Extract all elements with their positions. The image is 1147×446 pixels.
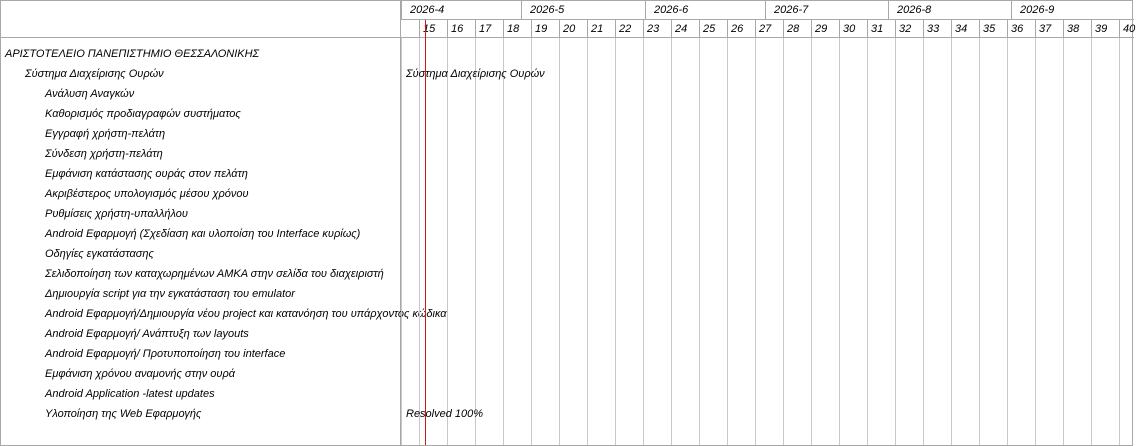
task-group-row[interactable]: Σύστημα Διαχείρισης Ουρών bbox=[25, 68, 164, 80]
task-row[interactable]: Android Εφαρμογή (Σχεδίαση και υλοποίση του Interface κυρίως) bbox=[45, 228, 361, 240]
week-grid-line bbox=[755, 38, 756, 445]
week-grid-line bbox=[811, 38, 812, 445]
week-grid-line bbox=[699, 38, 700, 445]
task-row[interactable]: Οδηγίες εγκατάστασης bbox=[45, 248, 154, 260]
week-grid-line bbox=[979, 38, 980, 445]
week-label: 27 bbox=[755, 20, 783, 38]
week-label: 23 bbox=[643, 20, 671, 38]
task-bar-label: Resolved 100% bbox=[406, 408, 484, 420]
week-grid-line bbox=[559, 38, 560, 445]
week-grid-line bbox=[923, 38, 924, 445]
week-label: 16 bbox=[447, 20, 475, 38]
week-grid-line bbox=[401, 38, 402, 445]
week-grid-line bbox=[447, 38, 448, 445]
timeline-pane bbox=[401, 1, 1134, 445]
week-grid-line bbox=[1007, 38, 1008, 445]
month-label: 2026-8 bbox=[888, 1, 1011, 20]
week-label: 37 bbox=[1035, 20, 1063, 38]
week-label: 28 bbox=[783, 20, 811, 38]
week-grid-line bbox=[671, 38, 672, 445]
task-row[interactable]: Εγγραφή χρήστη-πελάτη bbox=[45, 128, 166, 140]
month-label: 2026-5 bbox=[521, 1, 645, 20]
week-label: 32 bbox=[895, 20, 923, 38]
week-label: 33 bbox=[923, 20, 951, 38]
today-marker-line bbox=[425, 20, 426, 445]
week-label: 18 bbox=[503, 20, 531, 38]
week-grid-line bbox=[783, 38, 784, 445]
week-label: 19 bbox=[531, 20, 559, 38]
week-grid-line bbox=[615, 38, 616, 445]
week-grid-line bbox=[1035, 38, 1036, 445]
week-label: 25 bbox=[699, 20, 727, 38]
month-label: 2026-6 bbox=[645, 1, 765, 20]
timeline-grid bbox=[401, 38, 1134, 445]
week-grid-line bbox=[727, 38, 728, 445]
week-label: 39 bbox=[1091, 20, 1119, 38]
week-grid-line bbox=[1063, 38, 1064, 445]
task-list-header bbox=[1, 1, 401, 38]
week-label: 20 bbox=[559, 20, 587, 38]
week-grid-line bbox=[839, 38, 840, 445]
task-row[interactable]: Καθορισμός προδιαγραφών συστήματος bbox=[45, 108, 241, 120]
week-grid-line bbox=[475, 38, 476, 445]
task-row[interactable]: Σελιδοποίηση των καταχωρημένων ΑΜΚΑ στην σελίδα του διαχειριστή bbox=[45, 268, 384, 280]
task-row[interactable]: Ανάλυση Αναγκών bbox=[45, 88, 135, 100]
task-bar-label: Σύστημα Διαχείρισης Ουρών bbox=[406, 68, 545, 80]
week-grid-line bbox=[1119, 38, 1120, 445]
task-row[interactable]: Ακριβέστερος υπολογισμός μέσου χρόνου bbox=[45, 188, 249, 200]
task-row[interactable]: Εμφάνιση κατάστασης ουράς στον πελάτη bbox=[45, 168, 248, 180]
week-label: 29 bbox=[811, 20, 839, 38]
week-grid-line bbox=[895, 38, 896, 445]
week-grid-line bbox=[643, 38, 644, 445]
task-row[interactable]: Υλοποίηση της Web Εφαρμογής bbox=[45, 408, 202, 420]
week-label: 35 bbox=[979, 20, 1007, 38]
task-row[interactable]: Δημιουργία script για την εγκατάσταση του emulator bbox=[45, 288, 295, 300]
task-row[interactable]: Ρυθμίσεις χρήστη-υπαλλήλου bbox=[45, 208, 188, 220]
task-row[interactable]: Android Εφαρμογή/ Προτυποποίηση του interface bbox=[45, 348, 286, 360]
week-label: 40 bbox=[1119, 20, 1147, 38]
week-grid-line bbox=[587, 38, 588, 445]
task-row[interactable]: Android Εφαρμογή/Δημιουργία νέου project και κατανόηση του υπάρχοντος κώδικα bbox=[45, 308, 447, 320]
task-row[interactable]: Android Application -latest updates bbox=[45, 388, 215, 400]
month-label: 2026-9 bbox=[1011, 1, 1134, 20]
month-label: 2026-4 bbox=[401, 1, 521, 20]
month-label: 2026-7 bbox=[765, 1, 888, 20]
task-row[interactable]: Σύνδεση χρήστη-πελάτη bbox=[45, 148, 163, 160]
task-row[interactable]: Android Εφαρμογή/ Ανάπτυξη των layouts bbox=[45, 328, 249, 340]
week-label: 17 bbox=[475, 20, 503, 38]
week-label: 15 bbox=[419, 20, 447, 38]
month-header-row bbox=[401, 1, 1134, 20]
week-label: 38 bbox=[1063, 20, 1091, 38]
week-grid-line bbox=[503, 38, 504, 445]
week-grid-line bbox=[1091, 38, 1092, 445]
project-root-row[interactable]: ΑΡΙΣΤΟΤΕΛΕΙΟ ΠΑΝΕΠΙΣΤΗΜΙΟ ΘΕΣΣΑΛΟΝΙΚΗΣ bbox=[5, 48, 260, 60]
week-label: 31 bbox=[867, 20, 895, 38]
week-grid-line bbox=[867, 38, 868, 445]
week-header-row bbox=[401, 20, 1134, 38]
week-label: 24 bbox=[671, 20, 699, 38]
week-grid-line bbox=[531, 38, 532, 445]
week-label: 36 bbox=[1007, 20, 1035, 38]
week-label: 21 bbox=[587, 20, 615, 38]
week-grid-line bbox=[951, 38, 952, 445]
week-grid-line bbox=[419, 38, 420, 445]
week-label: 26 bbox=[727, 20, 755, 38]
week-label: 34 bbox=[951, 20, 979, 38]
week-label: 22 bbox=[615, 20, 643, 38]
week-label: 30 bbox=[839, 20, 867, 38]
task-row[interactable]: Εμφάνιση χρόνου αναμονής στην ουρά bbox=[45, 368, 236, 380]
